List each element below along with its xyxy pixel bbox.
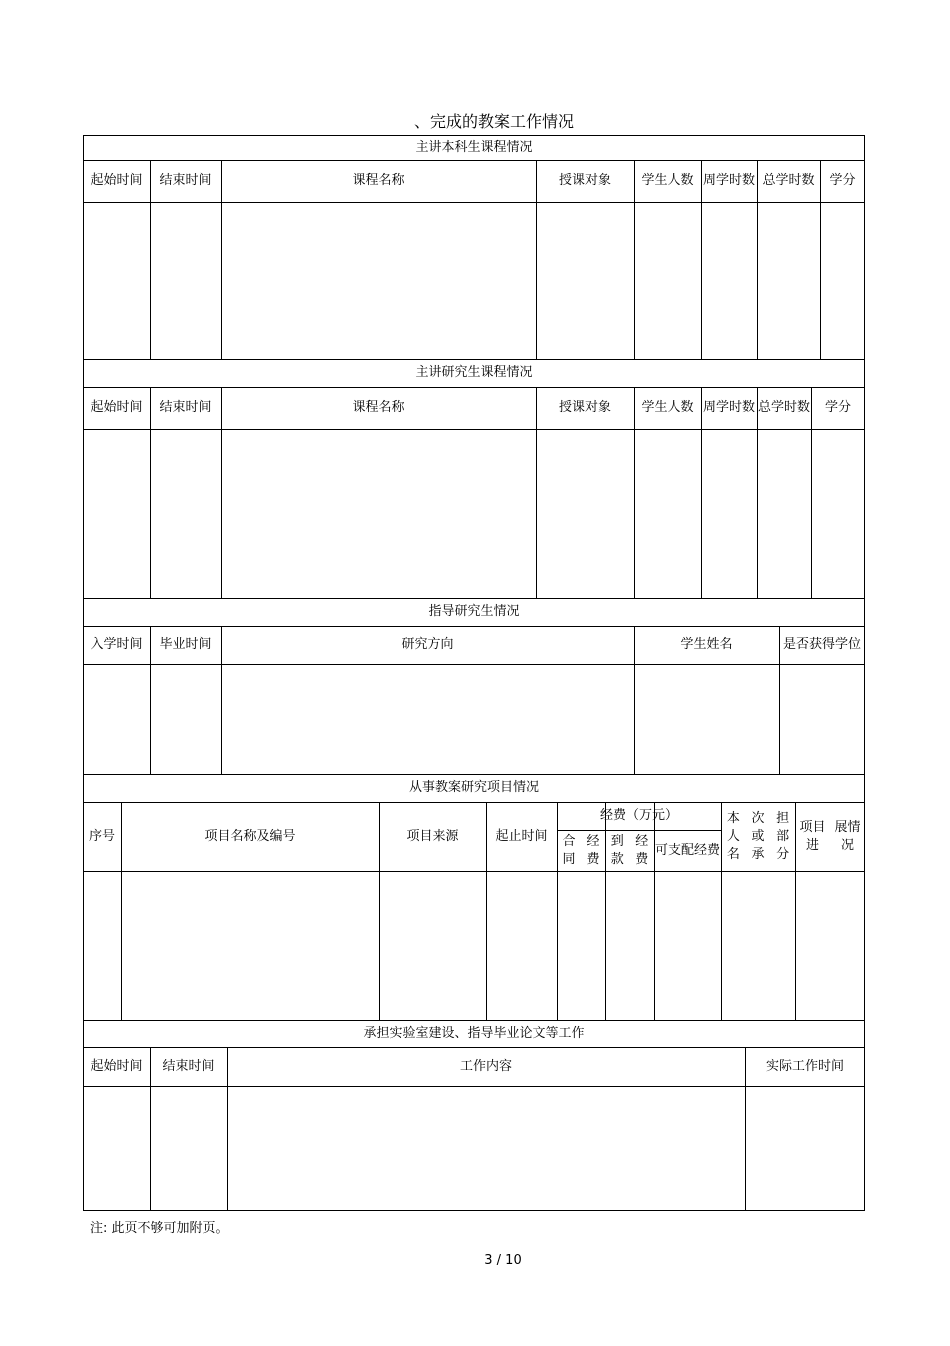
- column-header: 课程名称: [352, 400, 405, 415]
- row-divider: [83, 664, 865, 665]
- column-header: 入学 时间: [90, 637, 143, 652]
- column-header: 项目来源: [406, 828, 459, 844]
- footnote: 注: 此页不够可加附页。: [90, 1221, 229, 1236]
- funding-column-header: 到款 经费: [610, 833, 649, 867]
- row-divider: [83, 1086, 865, 1087]
- column-header: 工作内容: [459, 1058, 512, 1074]
- section-heading-lab-work: 承担实验室建设、指导毕业论文等工作: [363, 1025, 585, 1041]
- column-header: 毕业 时间: [159, 637, 212, 652]
- page-number: 3 / 10: [484, 1253, 522, 1268]
- column-header: 项目进 展情况: [799, 819, 861, 853]
- section-heading-undergrad: 主讲本科生课程情况: [415, 139, 533, 155]
- column-header: 周学 时数: [702, 400, 756, 415]
- section-heading-supervision: 指导研究生情况: [428, 604, 520, 619]
- funding-column-header: 可支配 经费: [654, 842, 721, 858]
- column-header: 授课对象: [558, 173, 611, 188]
- column-header: 起始 时间: [90, 400, 143, 415]
- section-heading-graduate: 主讲研究生课程情况: [415, 365, 533, 380]
- row-divider: [83, 871, 865, 872]
- column-header: 起始 时间: [90, 1058, 143, 1074]
- section-heading-research: 从事教案研究项目情况: [408, 780, 539, 795]
- column-header: 学生 人数: [641, 400, 694, 415]
- column-header: 序 号: [88, 828, 116, 844]
- column-header: 研究方向: [401, 637, 454, 652]
- column-header: 是否获 得学位: [782, 637, 862, 652]
- funding-group-header: 经费（万元）: [599, 808, 678, 823]
- column-header: 学 分: [824, 400, 852, 415]
- row-divider: [83, 202, 865, 203]
- column-header: 总学 时数: [762, 173, 815, 188]
- column-header: 周学 时数: [702, 173, 756, 188]
- column-header: 结束 时间: [159, 400, 212, 415]
- column-header: 起止 时间: [495, 828, 548, 844]
- page-title: 、完成的教案工作情况: [413, 112, 574, 131]
- column-header: 课程名称: [352, 173, 405, 188]
- column-header: 起始 时间: [90, 173, 143, 188]
- column-header: 学生姓名: [680, 637, 733, 652]
- column-header: 本人名 次或承 担部分: [726, 810, 790, 862]
- column-header: 项目名称及编号: [204, 828, 296, 844]
- column-header: 学 分: [829, 173, 856, 188]
- column-header: 学生 人数: [641, 173, 694, 188]
- row-divider: [83, 429, 865, 430]
- column-header: 结束 时间: [162, 1058, 215, 1074]
- funding-column-header: 合同 经费: [562, 833, 600, 867]
- column-header: 结束 时间: [159, 173, 212, 188]
- column-header: 授课对象: [558, 400, 611, 415]
- column-header: 实际工作时间: [765, 1058, 844, 1074]
- column-header: 总学 时数: [757, 400, 811, 415]
